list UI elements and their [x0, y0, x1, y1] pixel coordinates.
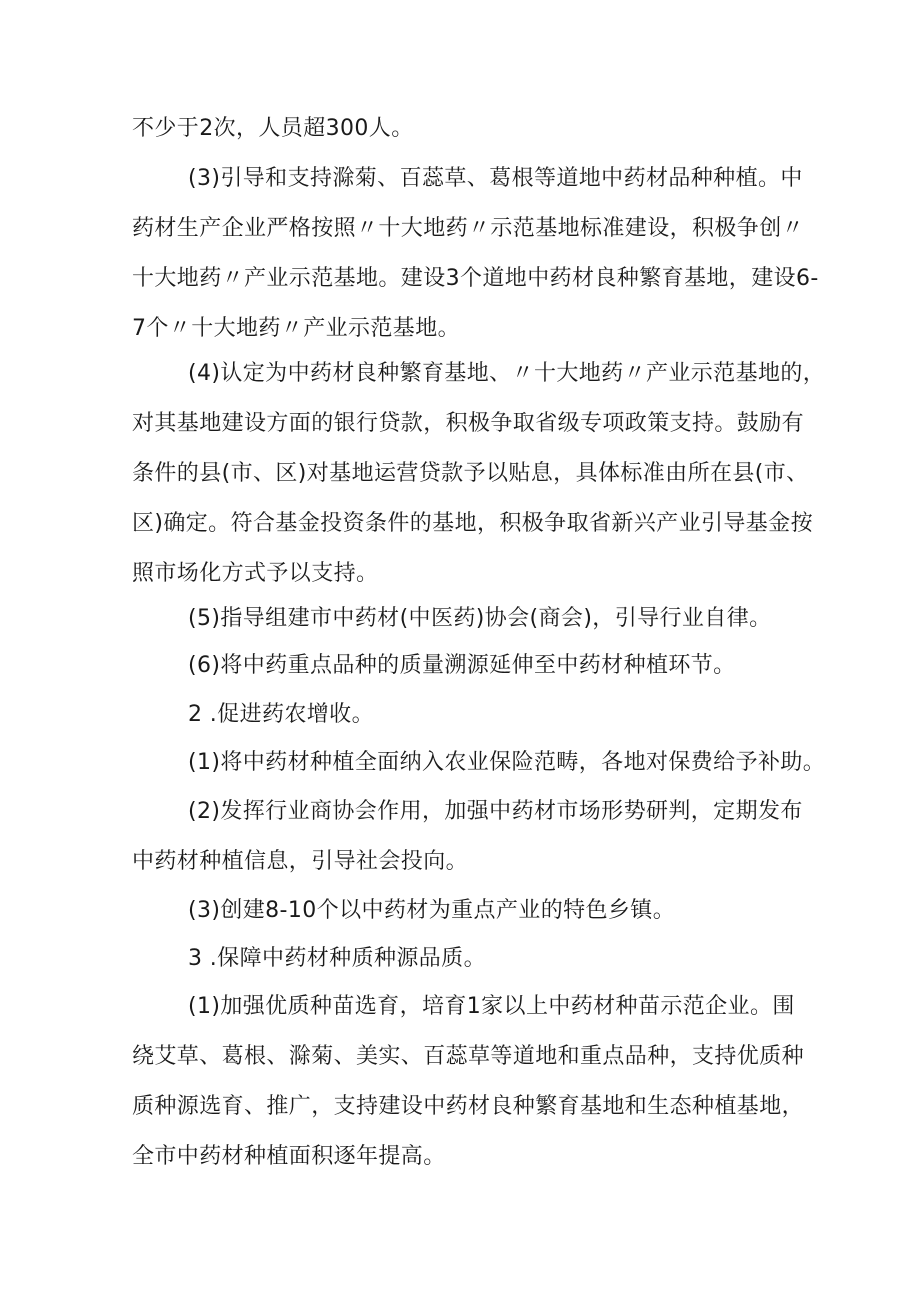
text-line: (6)将中药重点品种的质量溯源延伸至中药材种植环节。 [188, 653, 736, 678]
paragraph-item-2-market [132, 787, 812, 887]
text-line: (3)创建8-10个以中药材为重点产业的特色乡镇。 [188, 898, 676, 923]
paragraph-item-3-planting [132, 154, 819, 354]
text-line: (5)指导组建市中药材(中医药)协会(商会)，引导行业自律。 [188, 606, 772, 631]
text-line: 2 .促进药农增收。 [188, 702, 374, 727]
paragraph-item-4-finance [132, 349, 826, 599]
paragraph-item-6-traceability [132, 641, 812, 691]
paragraph-item-5-association [132, 594, 812, 644]
text-line: 不少于2次，人员超300人。 [132, 116, 414, 141]
paragraph-item-1-insurance [132, 738, 826, 788]
text-line: (1)加强优质种苗选育，培育1家以上中药材种苗示范企业。围 [188, 994, 795, 1019]
text-line: 3 .保障中药材种质种源品质。 [188, 946, 486, 971]
text-line: 对其基地建设方面的银行贷款，积极争取省级专项政策支持。鼓励有 [132, 411, 805, 436]
text-line: 绕艾草、葛根、滁菊、美实、百蕊草等道地和重点品种，支持优质种 [132, 1044, 805, 1069]
text-line: (1)将中药材种植全面纳入农业保险范畴，各地对保费给予补助。 [188, 750, 826, 775]
text-line: (3)引导和支持滁菊、百蕊草、葛根等道地中药材品种种植。中 [188, 166, 803, 191]
text-line: 药材生产企业严格按照〃十大地药〃示范基地标准建设，积极争创〃 [132, 216, 805, 241]
text-line: 全市中药材种植面积逐年提高。 [132, 1144, 446, 1169]
paragraph-item-3-towns [132, 886, 812, 936]
text-line: (4)认定为中药材良种繁育基地、〃十大地药〃产业示范基地的， [188, 361, 826, 386]
paragraph-item-1-seedlings [132, 982, 812, 1182]
text-line: 十大地药〃产业示范基地。建设3个道地中药材良种繁育基地，建设6- [132, 266, 819, 291]
text-line: 照市场化方式予以支持。 [132, 561, 379, 586]
section-heading-2 [132, 690, 812, 740]
paragraph-attendance-continuation [132, 104, 812, 154]
text-line: 7个〃十大地药〃产业示范基地。 [132, 316, 460, 341]
text-line: 中药材种植信息，引导社会投向。 [132, 849, 469, 874]
text-line: 区)确定。符合基金投资条件的基地，积极争取省新兴产业引导基金按 [132, 511, 813, 536]
text-line: (2)发挥行业商协会作用，加强中药材市场形势研判，定期发布 [188, 799, 803, 824]
text-line: 质种源选育、推广，支持建设中药材良种繁育基地和生态种植基地， [132, 1094, 805, 1119]
section-heading-3 [132, 934, 812, 984]
text-line: 条件的县(市、区)对基地运营贷款予以贴息，具体标准由所在县(市、 [132, 461, 809, 486]
